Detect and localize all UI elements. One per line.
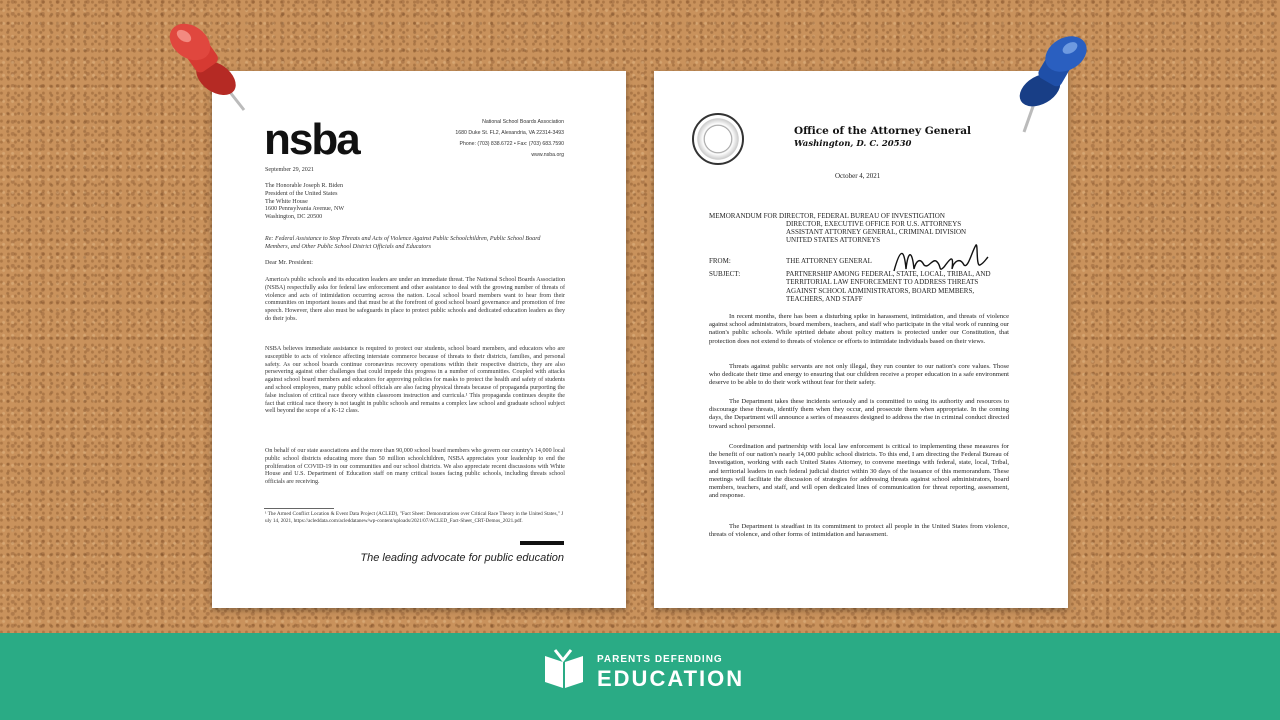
brand-line-1: PARENTS DEFENDING [597,654,723,665]
redaction-bar [520,541,564,545]
open-book-icon [541,646,587,692]
memo-to-line-3: ASSISTANT ATTORNEY GENERAL, CRIMINAL DIVISION [786,228,967,236]
brand-footer [0,633,1280,720]
nsba-address: National School Boards Association 1680 Duke St. FL2, Alexandria, VA 22314-3493 Phone: (703) 838.6722 • Fax: (703) 683.7590 www.nsba.org [455,119,564,158]
memo-to-line-2: DIRECTOR, EXECUTIVE OFFICE FOR U.S. ATTORNEYS [786,220,962,228]
from-label: FROM: [709,257,731,265]
footnote-rule [264,508,334,509]
doj-seal-icon [692,113,744,165]
subject-value: PARTNERSHIP AMONG FEDERAL, STATE, LOCAL, TRIBAL, AND TERRITORIAL LAW ENFORCEMENT TO ADDRESS THREATS AGAINST SCHOOL ADMINISTRATORS, BOARD MEMBERS, TEACHERS, AND STAFF [786,270,991,303]
nsba-letter [212,71,626,608]
office-title: Office of the Attorney General [794,125,972,137]
attorney-general-memo [654,71,1068,608]
subject-label: SUBJECT: [709,270,741,278]
paragraph-2: NSBA believes immediate assistance is required to protect our students, school board members, and educators who are susceptible to acts of violence affecting interstate commerce because of threats to their districts, families, and personal safety. As our school boards continue coronavirus recovery operations within their respective districts, they are also persevering against other challenges that could impede this progress in a number of communities. Coupled with attacks against school board members and educators for approving policies for masks to protect the health and safety of students and school employees, many public school officials are also facing physical threats because of propaganda purporting the false inclusion of critical race theory within classroom instruction and curricula.¹ This propaganda continues despite the fact that critical race theory is not taught in public schools and remains a complex law school and graduate school subject well beyond the scope of a K-12 class. [265,346,565,415]
nsba-logo: nsba [264,115,359,164]
footnote: ¹ The Armed Conflict Location & Event Data Project (ACLED), "Fact Sheet: Demonstrations over Critical Race Theory in the United States," July 14, 2021, https://acleddata.com/acleddatanew/wp-content/uploads/2021/07/ACLED_Fact-Sheet_CRT-Demos_2021.pdf. [265,511,564,524]
re-line: Re: Federal Assistance to Stop Threats and Acts of Violence Against Public Schoolchildren, Public School Board Members, and Other Public School District Officials and Educators [265,236,541,250]
memo-to-line-4: UNITED STATES ATTORNEYS [786,236,881,244]
brand-line-2: EDUCATION [597,666,745,691]
nsba-tagline: The leading advocate for public education [360,552,564,564]
memo-paragraph-1: In recent months, there has been a disturbing spike in harassment, intimidation, and threats of violence against school administrators, board members, teachers, and staff who participate in the vital work of running our nation's public schools. While spirited debate about policy matters is protected under our Constitution, that protection does not extend to threats of violence or efforts to intimidate individuals based on their views. [709,313,1009,345]
office-city: Washington, D. C. 20530 [794,139,912,149]
paragraph-3: On behalf of our state associations and the more than 90,000 school board members who govern our country's 14,000 local public school districts educating more than 50 million schoolchildren, NSBA appreciates your leadership to end the proliferation of COVID-19 in our communities and our school districts. We also appreciate recent discussions with White House and U.S. Department of Education staff on many critical issues facing public schools, including threats school officials are receiving. [265,448,565,486]
from-value: THE ATTORNEY GENERAL [786,257,872,265]
letter-date: September 29, 2021 [265,167,314,173]
memo-paragraph-2: Threats against public servants are not only illegal, they run counter to our nation's core values. Those who dedicate their time and energy to ensuring that our children receive a proper education in a safe environment deserve to be able to do their work without fear for their safety. [709,363,1009,387]
memo-paragraph-4: Coordination and partnership with local law enforcement is critical to implementing these measures for the benefit of our nation's nearly 14,000 public school districts. To this end, I am directing the Federal Bureau of Investigation, working with each United States Attorney, to convene meetings with federal, state, local, Tribal, and territorial leaders in each federal judicial district within 30 days of the issuance of this memorandum. These meetings will facilitate the discussion of strategies for addressing threats against school administrators, board members, teachers, and staff, and will open dedicated lines of communication for threat reporting, assessment, and response. [709,443,1009,500]
recipient-block: The Honorable Joseph R. Biden President of the United States The White House 1600 Pennsylvania Avenue, NW Washington, DC 20500 [265,183,345,221]
blue-pushpin-icon [1008,32,1094,136]
salutation: Dear Mr. President: [265,260,313,266]
paragraph-1: America's public schools and its education leaders are under an immediate threat. The National School Boards Association (NSBA) respectfully asks for federal law enforcement and other assistance to deal with the growing number of threats of violence and acts of intimidation occurring across the nation. Local school board members want to hear from their communities on important issues and that must be at the forefront of good school board governance and promotion of free speech. However, there also must be safeguards in place to protect public schools and dedicated education leaders as they do their jobs. [265,277,565,322]
memo-paragraph-3: The Department takes these incidents seriously and is committed to using its authority and resources to discourage these threats, identify them when they occur, and prosecute them when appropriate. In the coming days, the Department will announce a series of measures designed to address the rise in criminal conduct directed toward school personnel. [709,398,1009,430]
memo-date: October 4, 2021 [835,172,881,180]
memo-to-line-1: MEMORANDUM FOR DIRECTOR, FEDERAL BUREAU OF INVESTIGATION [709,212,945,220]
memo-paragraph-5: The Department is steadfast in its commitment to protect all people in the United States from violence, threats of violence, and other forms of intimidation and harassment. [709,523,1009,539]
red-pushpin-icon [164,20,250,116]
